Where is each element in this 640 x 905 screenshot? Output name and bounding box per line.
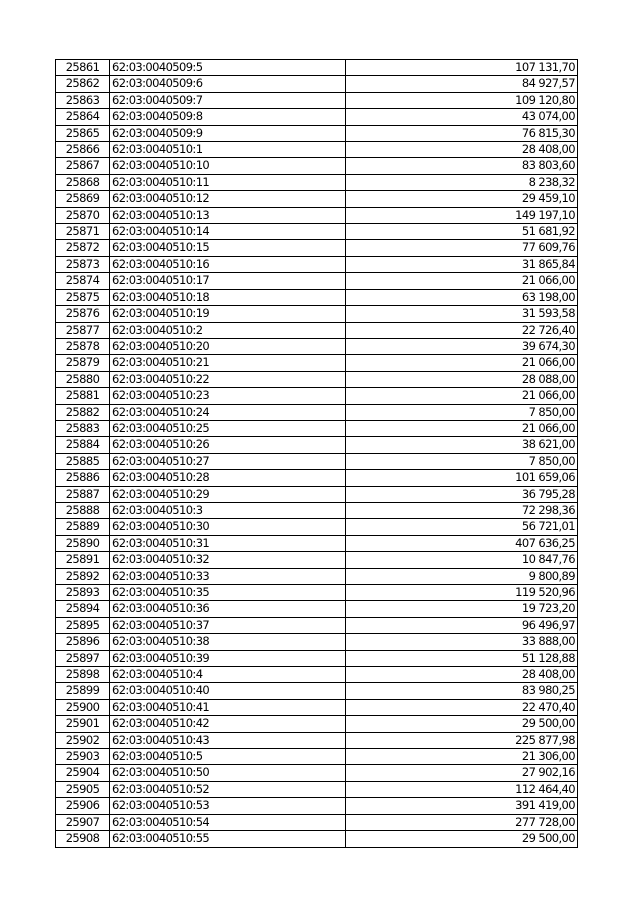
cadastral-number-cell: 62:03:0040510:15 (110, 240, 346, 256)
row-number-cell: 25863 (56, 92, 110, 108)
cadastral-value-cell: 391 419,00 (346, 798, 578, 814)
cadastral-number-cell: 62:03:0040510:20 (110, 338, 346, 354)
table-row (56, 273, 578, 289)
row-number-cell: 25889 (56, 519, 110, 535)
cadastral-number-cell: 62:03:0040510:37 (110, 617, 346, 633)
cadastral-value-cell: 29 500,00 (346, 831, 578, 847)
row-number-cell: 25883 (56, 420, 110, 436)
table-row (56, 322, 578, 338)
table-row (56, 732, 578, 748)
row-number-cell: 25880 (56, 371, 110, 387)
row-number-cell: 25900 (56, 699, 110, 715)
cadastral-value-cell: 31 593,58 (346, 306, 578, 322)
row-number-cell: 25904 (56, 765, 110, 781)
table-row (56, 601, 578, 617)
cadastral-number-cell: 62:03:0040510:40 (110, 683, 346, 699)
row-number-cell: 25899 (56, 683, 110, 699)
row-number-cell: 25887 (56, 486, 110, 502)
cadastral-value-cell: 28 408,00 (346, 667, 578, 683)
table-row (56, 92, 578, 108)
cadastral-number-cell: 62:03:0040510:5 (110, 749, 346, 765)
cadastral-value-cell: 277 728,00 (346, 814, 578, 830)
cadastral-number-cell: 62:03:0040510:11 (110, 174, 346, 190)
cadastral-value-cell: 51 681,92 (346, 224, 578, 240)
cadastral-value-table (55, 59, 578, 848)
cadastral-value-cell: 29 500,00 (346, 716, 578, 732)
document-page (55, 59, 577, 848)
cadastral-value-cell: 109 120,80 (346, 92, 578, 108)
row-number-cell: 25872 (56, 240, 110, 256)
row-number-cell: 25885 (56, 453, 110, 469)
cadastral-value-cell: 43 074,00 (346, 109, 578, 125)
cadastral-value-cell: 101 659,06 (346, 470, 578, 486)
cadastral-value-cell: 149 197,10 (346, 207, 578, 223)
cadastral-number-cell: 62:03:0040510:25 (110, 420, 346, 436)
table-row (56, 125, 578, 141)
cadastral-value-cell: 28 408,00 (346, 142, 578, 158)
cadastral-number-cell: 62:03:0040510:14 (110, 224, 346, 240)
row-number-cell: 25890 (56, 535, 110, 551)
cadastral-value-cell: 7 850,00 (346, 453, 578, 469)
cadastral-value-cell: 21 306,00 (346, 749, 578, 765)
cadastral-number-cell: 62:03:0040510:30 (110, 519, 346, 535)
row-number-cell: 25866 (56, 142, 110, 158)
table-row (56, 338, 578, 354)
row-number-cell: 25875 (56, 289, 110, 305)
cadastral-value-cell: 76 815,30 (346, 125, 578, 141)
row-number-cell: 25896 (56, 634, 110, 650)
table-row (56, 486, 578, 502)
table-row (56, 634, 578, 650)
row-number-cell: 25871 (56, 224, 110, 240)
cadastral-value-cell: 39 674,30 (346, 338, 578, 354)
row-number-cell: 25862 (56, 76, 110, 92)
table-row (56, 716, 578, 732)
row-number-cell: 25908 (56, 831, 110, 847)
cadastral-number-cell: 62:03:0040510:29 (110, 486, 346, 502)
row-number-cell: 25902 (56, 732, 110, 748)
cadastral-value-cell: 31 865,84 (346, 256, 578, 272)
cadastral-number-cell: 62:03:0040510:36 (110, 601, 346, 617)
row-number-cell: 25881 (56, 388, 110, 404)
row-number-cell: 25903 (56, 749, 110, 765)
cadastral-value-cell: 19 723,20 (346, 601, 578, 617)
cadastral-value-cell: 8 238,32 (346, 174, 578, 190)
row-number-cell: 25897 (56, 650, 110, 666)
row-number-cell: 25864 (56, 109, 110, 125)
table-row (56, 585, 578, 601)
cadastral-number-cell: 62:03:0040510:16 (110, 256, 346, 272)
table-row (56, 355, 578, 371)
cadastral-number-cell: 62:03:0040510:18 (110, 289, 346, 305)
row-number-cell: 25891 (56, 552, 110, 568)
row-number-cell: 25893 (56, 585, 110, 601)
row-number-cell: 25879 (56, 355, 110, 371)
table-row (56, 552, 578, 568)
table-row (56, 306, 578, 322)
table-row (56, 650, 578, 666)
cadastral-value-cell: 407 636,25 (346, 535, 578, 551)
cadastral-number-cell: 62:03:0040510:3 (110, 502, 346, 518)
cadastral-number-cell: 62:03:0040510:2 (110, 322, 346, 338)
table-row (56, 814, 578, 830)
cadastral-number-cell: 62:03:0040510:17 (110, 273, 346, 289)
row-number-cell: 25873 (56, 256, 110, 272)
row-number-cell: 25905 (56, 781, 110, 797)
cadastral-value-cell: 36 795,28 (346, 486, 578, 502)
cadastral-number-cell: 62:03:0040510:53 (110, 798, 346, 814)
cadastral-value-cell: 84 927,57 (346, 76, 578, 92)
cadastral-value-cell: 29 459,10 (346, 191, 578, 207)
cadastral-value-cell: 51 128,88 (346, 650, 578, 666)
table-row (56, 371, 578, 387)
cadastral-number-cell: 62:03:0040510:23 (110, 388, 346, 404)
cadastral-value-cell: 56 721,01 (346, 519, 578, 535)
cadastral-value-cell: 9 800,89 (346, 568, 578, 584)
cadastral-value-cell: 96 496,97 (346, 617, 578, 633)
cadastral-value-cell: 63 198,00 (346, 289, 578, 305)
table-row (56, 76, 578, 92)
table-row (56, 224, 578, 240)
cadastral-number-cell: 62:03:0040510:26 (110, 437, 346, 453)
table-body (56, 60, 578, 848)
cadastral-number-cell: 62:03:0040510:19 (110, 306, 346, 322)
cadastral-number-cell: 62:03:0040510:12 (110, 191, 346, 207)
table-row (56, 191, 578, 207)
row-number-cell: 25888 (56, 502, 110, 518)
table-row (56, 699, 578, 715)
table-row (56, 617, 578, 633)
table-row (56, 453, 578, 469)
row-number-cell: 25878 (56, 338, 110, 354)
table-row (56, 240, 578, 256)
cadastral-value-cell: 72 298,36 (346, 502, 578, 518)
table-row (56, 142, 578, 158)
cadastral-number-cell: 62:03:0040510:32 (110, 552, 346, 568)
cadastral-value-cell: 21 066,00 (346, 273, 578, 289)
cadastral-value-cell: 77 609,76 (346, 240, 578, 256)
cadastral-number-cell: 62:03:0040510:42 (110, 716, 346, 732)
cadastral-number-cell: 62:03:0040510:22 (110, 371, 346, 387)
table-row (56, 798, 578, 814)
row-number-cell: 25892 (56, 568, 110, 584)
row-number-cell: 25867 (56, 158, 110, 174)
row-number-cell: 25907 (56, 814, 110, 830)
cadastral-value-cell: 28 088,00 (346, 371, 578, 387)
table-row (56, 404, 578, 420)
table-row (56, 781, 578, 797)
cadastral-value-cell: 22 726,40 (346, 322, 578, 338)
cadastral-number-cell: 62:03:0040510:55 (110, 831, 346, 847)
row-number-cell: 25906 (56, 798, 110, 814)
cadastral-number-cell: 62:03:0040510:24 (110, 404, 346, 420)
table-row (56, 420, 578, 436)
cadastral-number-cell: 62:03:0040510:4 (110, 667, 346, 683)
table-row (56, 470, 578, 486)
row-number-cell: 25874 (56, 273, 110, 289)
cadastral-number-cell: 62:03:0040510:35 (110, 585, 346, 601)
cadastral-number-cell: 62:03:0040510:21 (110, 355, 346, 371)
cadastral-number-cell: 62:03:0040509:5 (110, 60, 346, 76)
cadastral-number-cell: 62:03:0040510:13 (110, 207, 346, 223)
cadastral-value-cell: 21 066,00 (346, 420, 578, 436)
row-number-cell: 25869 (56, 191, 110, 207)
table-row (56, 765, 578, 781)
table-row (56, 749, 578, 765)
cadastral-value-cell: 225 877,98 (346, 732, 578, 748)
cadastral-number-cell: 62:03:0040510:10 (110, 158, 346, 174)
table-row (56, 667, 578, 683)
cadastral-number-cell: 62:03:0040510:54 (110, 814, 346, 830)
cadastral-value-cell: 21 066,00 (346, 388, 578, 404)
cadastral-value-cell: 119 520,96 (346, 585, 578, 601)
cadastral-value-cell: 83 803,60 (346, 158, 578, 174)
cadastral-value-cell: 33 888,00 (346, 634, 578, 650)
cadastral-number-cell: 62:03:0040510:50 (110, 765, 346, 781)
cadastral-value-cell: 7 850,00 (346, 404, 578, 420)
table-row (56, 437, 578, 453)
cadastral-number-cell: 62:03:0040510:1 (110, 142, 346, 158)
table-row (56, 174, 578, 190)
cadastral-number-cell: 62:03:0040510:33 (110, 568, 346, 584)
cadastral-number-cell: 62:03:0040510:28 (110, 470, 346, 486)
cadastral-number-cell: 62:03:0040509:6 (110, 76, 346, 92)
cadastral-value-cell: 107 131,70 (346, 60, 578, 76)
table-row (56, 519, 578, 535)
table-row (56, 831, 578, 847)
cadastral-number-cell: 62:03:0040509:8 (110, 109, 346, 125)
table-row (56, 289, 578, 305)
cadastral-number-cell: 62:03:0040510:43 (110, 732, 346, 748)
row-number-cell: 25870 (56, 207, 110, 223)
row-number-cell: 25877 (56, 322, 110, 338)
cadastral-number-cell: 62:03:0040510:38 (110, 634, 346, 650)
cadastral-value-cell: 38 621,00 (346, 437, 578, 453)
cadastral-number-cell: 62:03:0040510:52 (110, 781, 346, 797)
table-row (56, 207, 578, 223)
row-number-cell: 25861 (56, 60, 110, 76)
row-number-cell: 25868 (56, 174, 110, 190)
cadastral-number-cell: 62:03:0040510:39 (110, 650, 346, 666)
table-row (56, 683, 578, 699)
row-number-cell: 25898 (56, 667, 110, 683)
row-number-cell: 25884 (56, 437, 110, 453)
table-row (56, 535, 578, 551)
cadastral-number-cell: 62:03:0040510:41 (110, 699, 346, 715)
table-row (56, 388, 578, 404)
row-number-cell: 25894 (56, 601, 110, 617)
row-number-cell: 25895 (56, 617, 110, 633)
row-number-cell: 25886 (56, 470, 110, 486)
table-row (56, 256, 578, 272)
row-number-cell: 25882 (56, 404, 110, 420)
table-row (56, 568, 578, 584)
cadastral-value-cell: 22 470,40 (346, 699, 578, 715)
table-row (56, 60, 578, 76)
row-number-cell: 25901 (56, 716, 110, 732)
cadastral-number-cell: 62:03:0040509:7 (110, 92, 346, 108)
row-number-cell: 25865 (56, 125, 110, 141)
cadastral-value-cell: 112 464,40 (346, 781, 578, 797)
cadastral-number-cell: 62:03:0040510:31 (110, 535, 346, 551)
row-number-cell: 25876 (56, 306, 110, 322)
cadastral-value-cell: 83 980,25 (346, 683, 578, 699)
cadastral-value-cell: 10 847,76 (346, 552, 578, 568)
cadastral-value-cell: 27 902,16 (346, 765, 578, 781)
table-row (56, 109, 578, 125)
cadastral-value-cell: 21 066,00 (346, 355, 578, 371)
table-row (56, 502, 578, 518)
table-row (56, 158, 578, 174)
cadastral-number-cell: 62:03:0040509:9 (110, 125, 346, 141)
cadastral-number-cell: 62:03:0040510:27 (110, 453, 346, 469)
